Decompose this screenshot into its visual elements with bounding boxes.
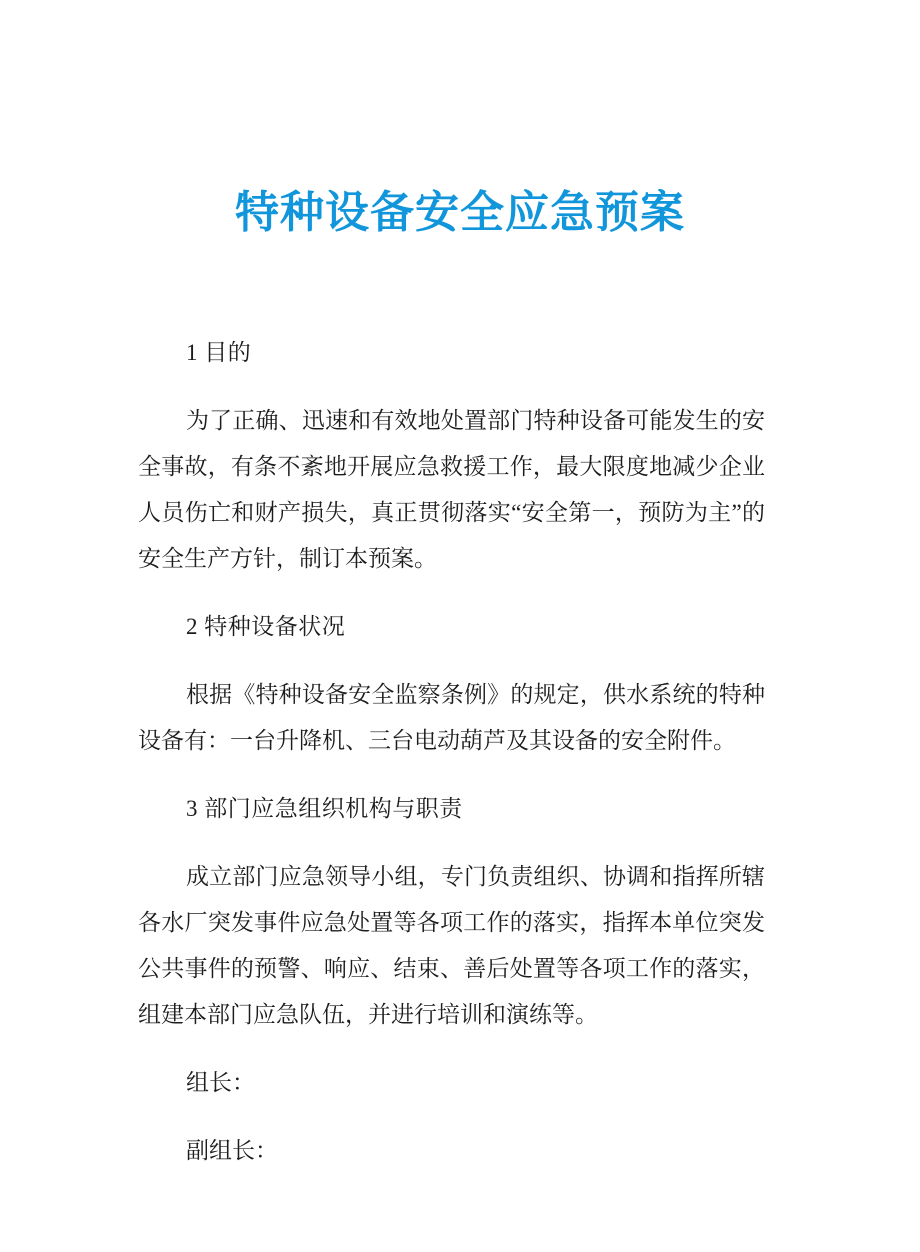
paragraph-line: 各水厂突发事件应急处置等各项工作的落实，指挥本单位突发: [138, 910, 765, 935]
heading-line: 3 部门应急组织机构与职责: [186, 796, 463, 821]
paragraph-line: 设备有：一台升降机、三台电动葫芦及其设备的安全附件。: [138, 728, 736, 753]
section-2-heading: [138, 604, 765, 650]
paragraph-line: 全事故，有条不紊地开展应急救援工作，最大限度地减少企业: [138, 454, 765, 479]
document-body: [138, 330, 765, 1174]
paragraph-line: 副组长：: [186, 1138, 278, 1163]
paragraph-line: 为了正确、迅速和有效地处置部门特种设备可能发生的安: [186, 408, 765, 433]
section-3-paragraph: [138, 854, 765, 1038]
leader-label-paragraph: [138, 1060, 765, 1106]
paragraph-line: 安全生产方针，制订本预案。: [138, 546, 437, 571]
paragraph-line: 根据《特种设备安全监察条例》的规定，供水系统的特种: [186, 682, 765, 707]
deputy-leader-label-paragraph: [138, 1128, 765, 1174]
paragraph-line: 组建本部门应急队伍，并进行培训和演练等。: [138, 1002, 598, 1027]
heading-line: 1 目的: [186, 340, 252, 365]
paragraph-line: 人员伤亡和财产损失，真正贯彻落实“安全第一，预防为主”的: [138, 500, 765, 525]
paragraph-line: 组长：: [186, 1070, 255, 1095]
section-2-paragraph: [138, 672, 765, 764]
section-3-heading: [138, 786, 765, 832]
heading-line: 2 特种设备状况: [186, 614, 346, 639]
paragraph-line: 成立部门应急领导小组，专门负责组织、协调和指挥所辖: [186, 864, 765, 889]
section-1-heading: [138, 330, 765, 376]
paragraph-line: 公共事件的预警、响应、结束、善后处置等各项工作的落实，: [138, 956, 765, 981]
section-1-paragraph: [138, 398, 765, 582]
document-title: 特种设备安全应急预案: [235, 188, 685, 237]
